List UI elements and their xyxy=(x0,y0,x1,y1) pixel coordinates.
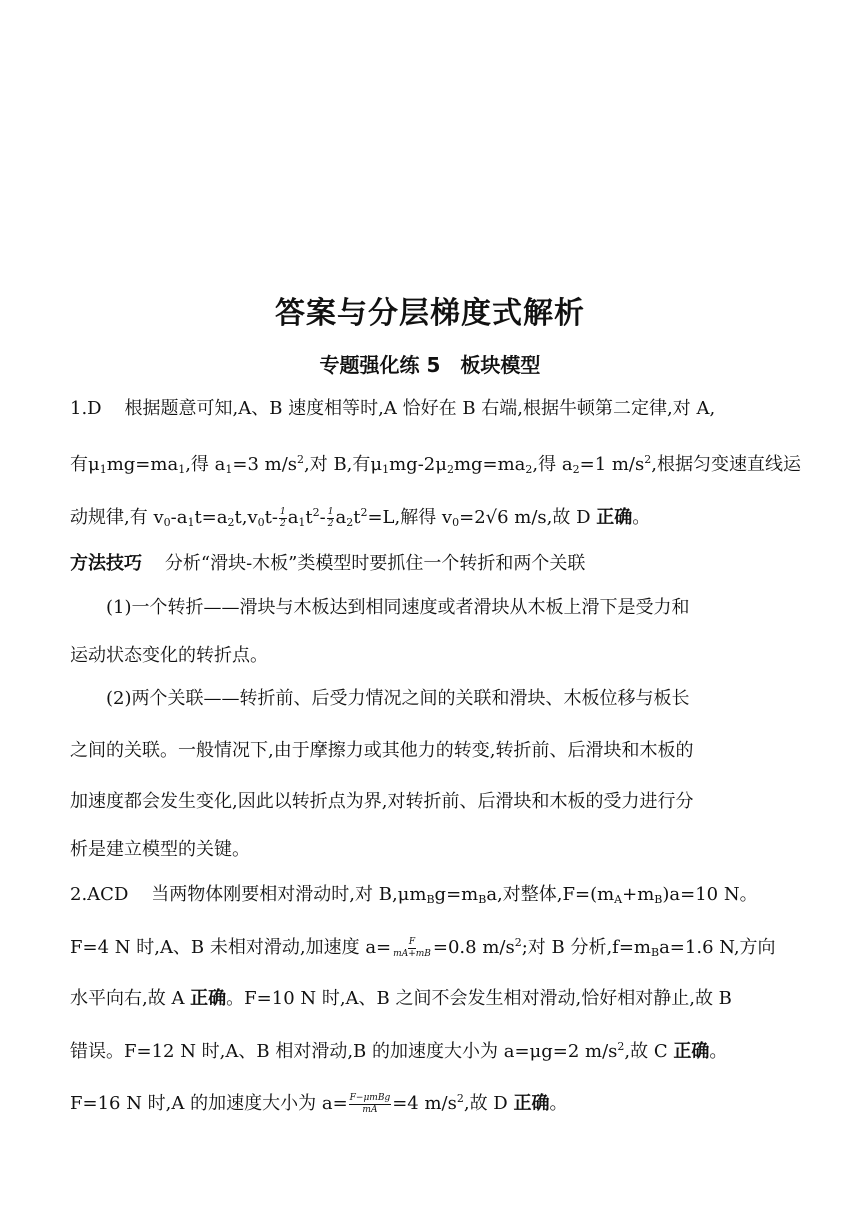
tips-p2-line-1: (2)两个关联——转折前、后受力情况之间的关联和滑块、木板位移与板长 xyxy=(106,688,690,709)
q1-line-2: 有$\mu_1mg=ma_1$,得 $a_1=3$ $m/s^2$,对 B,有$\mu_1mg-2\mu_2mg=ma_2$,得 $a_2=1$ $m/s^2$,根据匀变速直线运 xyxy=(70,453,801,476)
fraction-half: $\frac{1}{2}$ xyxy=(279,506,286,529)
correct-mark: 正确 xyxy=(513,1093,550,1114)
q1-line-1: 1.D 根据题意可知,A、B 速度相等时,A 恰好在 B 右端,根据牛顿第二定律,对 A, xyxy=(70,398,716,419)
q2-answer-label: 2.ACD xyxy=(70,884,129,905)
fraction-half: $\frac{1}{2}$ xyxy=(327,506,334,529)
tips-p2-line-2: 之间的关联。一般情况下,由于摩擦力或其他力的转变,转折前、后滑块和木板的 xyxy=(70,740,694,761)
section-subtitle: 专题强化练 5 板块模型 xyxy=(319,353,541,377)
tips-heading: 方法技巧 分析“滑块-木板”类模型时要抓住一个转折和两个关联 xyxy=(70,553,586,574)
tips-p2-line-4: 析是建立模型的关键。 xyxy=(70,839,250,860)
page-title: 答案与分层梯度式解析 xyxy=(275,296,585,331)
q2-line-1: 2.ACD 当两物体刚要相对滑动时,对 $B,\mu m_Bg=m_Ba$,对整体$,F=(m_A+m_B)a=10$ N。 xyxy=(70,884,758,906)
q2-line-4: 错误。F=12 N 时,A、B 相对滑动,B 的加速度大小为 a=μg=2 $m/s^2$,故 C 正确。 xyxy=(70,1040,728,1062)
q2-line-5: F=16 N 时,A 的加速度大小为 a= $\frac{\text{F−μmBg}}{mA}$ =4 $m/s^2$,故 D 正确。 xyxy=(70,1092,568,1115)
correct-mark: 正确 xyxy=(596,507,633,528)
correct-mark: 正确 xyxy=(190,988,227,1009)
q1-line-3: 动规律,有 $v_0-a_1t=a_2t,v_0t-$ $\frac{1}{2}$ $a_1t^2-$ $\frac{1}{2}$ $a_2t^2=L$,解得 $v_0=2√6$ m/s,故 D 正确。 xyxy=(70,506,651,529)
correct-mark: 正确 xyxy=(673,1041,710,1062)
q2-line-2: F=4 N 时,A、B 未相对滑动,加速度 a= $\frac{F}{mA+mB}$ =0.8 $m/s^2$;对 B 分析$,f=m_Ba=1.6$ N,方向 xyxy=(70,936,776,959)
q2-line-3: 水平向右,故 A 正确。F=10 N 时,A、B 之间不会发生相对滑动,恰好相对静止,故 B xyxy=(70,988,732,1009)
tips-p2-line-3: 加速度都会发生变化,因此以转折点为界,对转折前、后滑块和木板的受力进行分 xyxy=(70,791,694,812)
tips-p1-line-2: 运动状态变化的转折点。 xyxy=(70,645,268,666)
tips-label: 方法技巧 xyxy=(70,553,142,574)
fraction-net-force: $\frac{\text{F−μmBg}}{mA}$ xyxy=(349,1092,391,1115)
tips-p1-line-1: (1)一个转折——滑块与木板达到相同速度或者滑块从木板上滑下是受力和 xyxy=(106,597,690,618)
fraction-f-over-mass: $\frac{F}{mA+mB}$ xyxy=(393,936,431,959)
q1-answer-label: 1.D xyxy=(70,398,102,419)
